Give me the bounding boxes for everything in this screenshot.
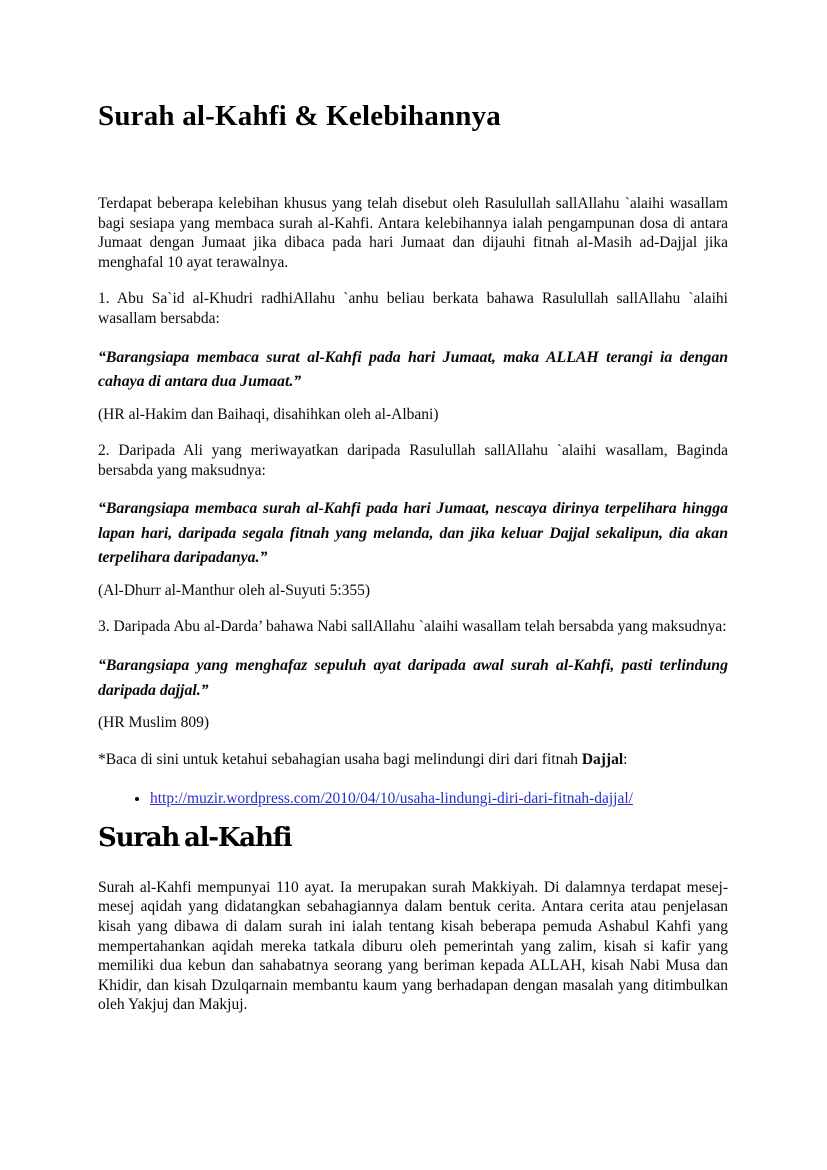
intro-paragraph: Terdapat beberapa kelebihan khusus yang telah disebut oleh Rasulullah sallAllahu `alaihi wasallam bagi sesiapa yang membaca surah al-Kahfi. Antara kelebihannya ialah pengampunan dosa di antara Jumaat dengan Jumaat jika dibaca pada hari Jumaat dan dijauhi fitnah al-Masih ad-Dajjal jika menghafal 10 ayat terawalnya.: [98, 195, 728, 271]
note-bold-word: Dajjal: [581, 750, 624, 768]
section-heading-surah-al-kahfi: Surah al-Kahfi: [98, 822, 292, 853]
hadith-2-source: (Al-Dhurr al-Manthur oleh al-Suyuti 5:355): [98, 581, 371, 599]
hadith-3-quote: “Barangsiapa yang menghafaz sepuluh ayat daripada awal surah al-Kahfi, pasti terlindung daripada dajjal.”: [98, 657, 728, 699]
hadith-2-quote: “Barangsiapa membaca surah al-Kahfi pada hari Jumaat, nescaya dirinya terpelihara hingga lapan hari, daripada segala fitnah yang melanda, dan jika keluar Dajjal sekalipun, dia akan terpelihara daripadanya.”: [98, 500, 728, 567]
note-suffix: :: [623, 750, 628, 768]
hadith-1-source: (HR al-Hakim dan Baihaqi, disahihkan oleh al-Albani): [98, 405, 439, 423]
dajjal-protection-link[interactable]: http://muzir.wordpress.com/2010/04/10/usaha-lindungi-diri-dari-fitnah-dajjal/: [150, 790, 633, 808]
note-prefix: *Baca di sini untuk ketahui sebahagian usaha bagi melindungi diri dari fitnah: [98, 750, 582, 768]
link-list: [98, 789, 728, 809]
hadith-1-narration: 1. Abu Sa`id al-Khudri radhiAllahu `anhu beliau berkata bahawa Rasulullah sallAllahu `alaihi wasallam bersabda:: [98, 290, 728, 327]
note-paragraph: [98, 750, 728, 770]
hadith-1-quote: “Barangsiapa membaca surat al-Kahfi pada hari Jumaat, maka ALLAH terangi ia dengan cahaya di antara dua Jumaat.”: [98, 348, 728, 391]
section-body-paragraph: Surah al-Kahfi mempunyai 110 ayat. Ia merupakan surah Makkiyah. Di dalamnya terdapat mesej-mesej aqidah yang didatangkan sebahagiannya dalam bentuk cerita. Antara cerita atau penjelasan kisah yang dibawa di dalam surah ini ialah tentang kisah beberapa pemuda Ashabul Kahfi yang mempertahankan aqidah mereka tatkala diburu oleh pemerintah yang zalim, kisah si kafir yang memiliki dua kebun dan sahabatnya seorang yang beriman kepada ALLAH, kisah Nabi Musa dan Khidir, dan kisah Dzulqarnain membantu kaum yang berhadapan dengan masalah yang ditimbulkan oleh Yakjuj dan Makjuj.: [98, 878, 728, 1014]
page-title: Surah al-Kahfi & Kelebihannya: [98, 100, 502, 132]
hadith-2-narration: 2. Daripada Ali yang meriwayatkan daripada Rasulullah sallAllahu `alaihi wasallam, Baginda bersabda yang maksudnya:: [98, 442, 728, 479]
link-list-item: [150, 789, 728, 809]
hadith-3-source: (HR Muslim 809): [98, 714, 210, 732]
hadith-3-narration: 3. Daripada Abu al-Darda’ bahawa Nabi sallAllahu `alaihi wasallam telah bersabda yang maksudnya:: [98, 618, 727, 636]
